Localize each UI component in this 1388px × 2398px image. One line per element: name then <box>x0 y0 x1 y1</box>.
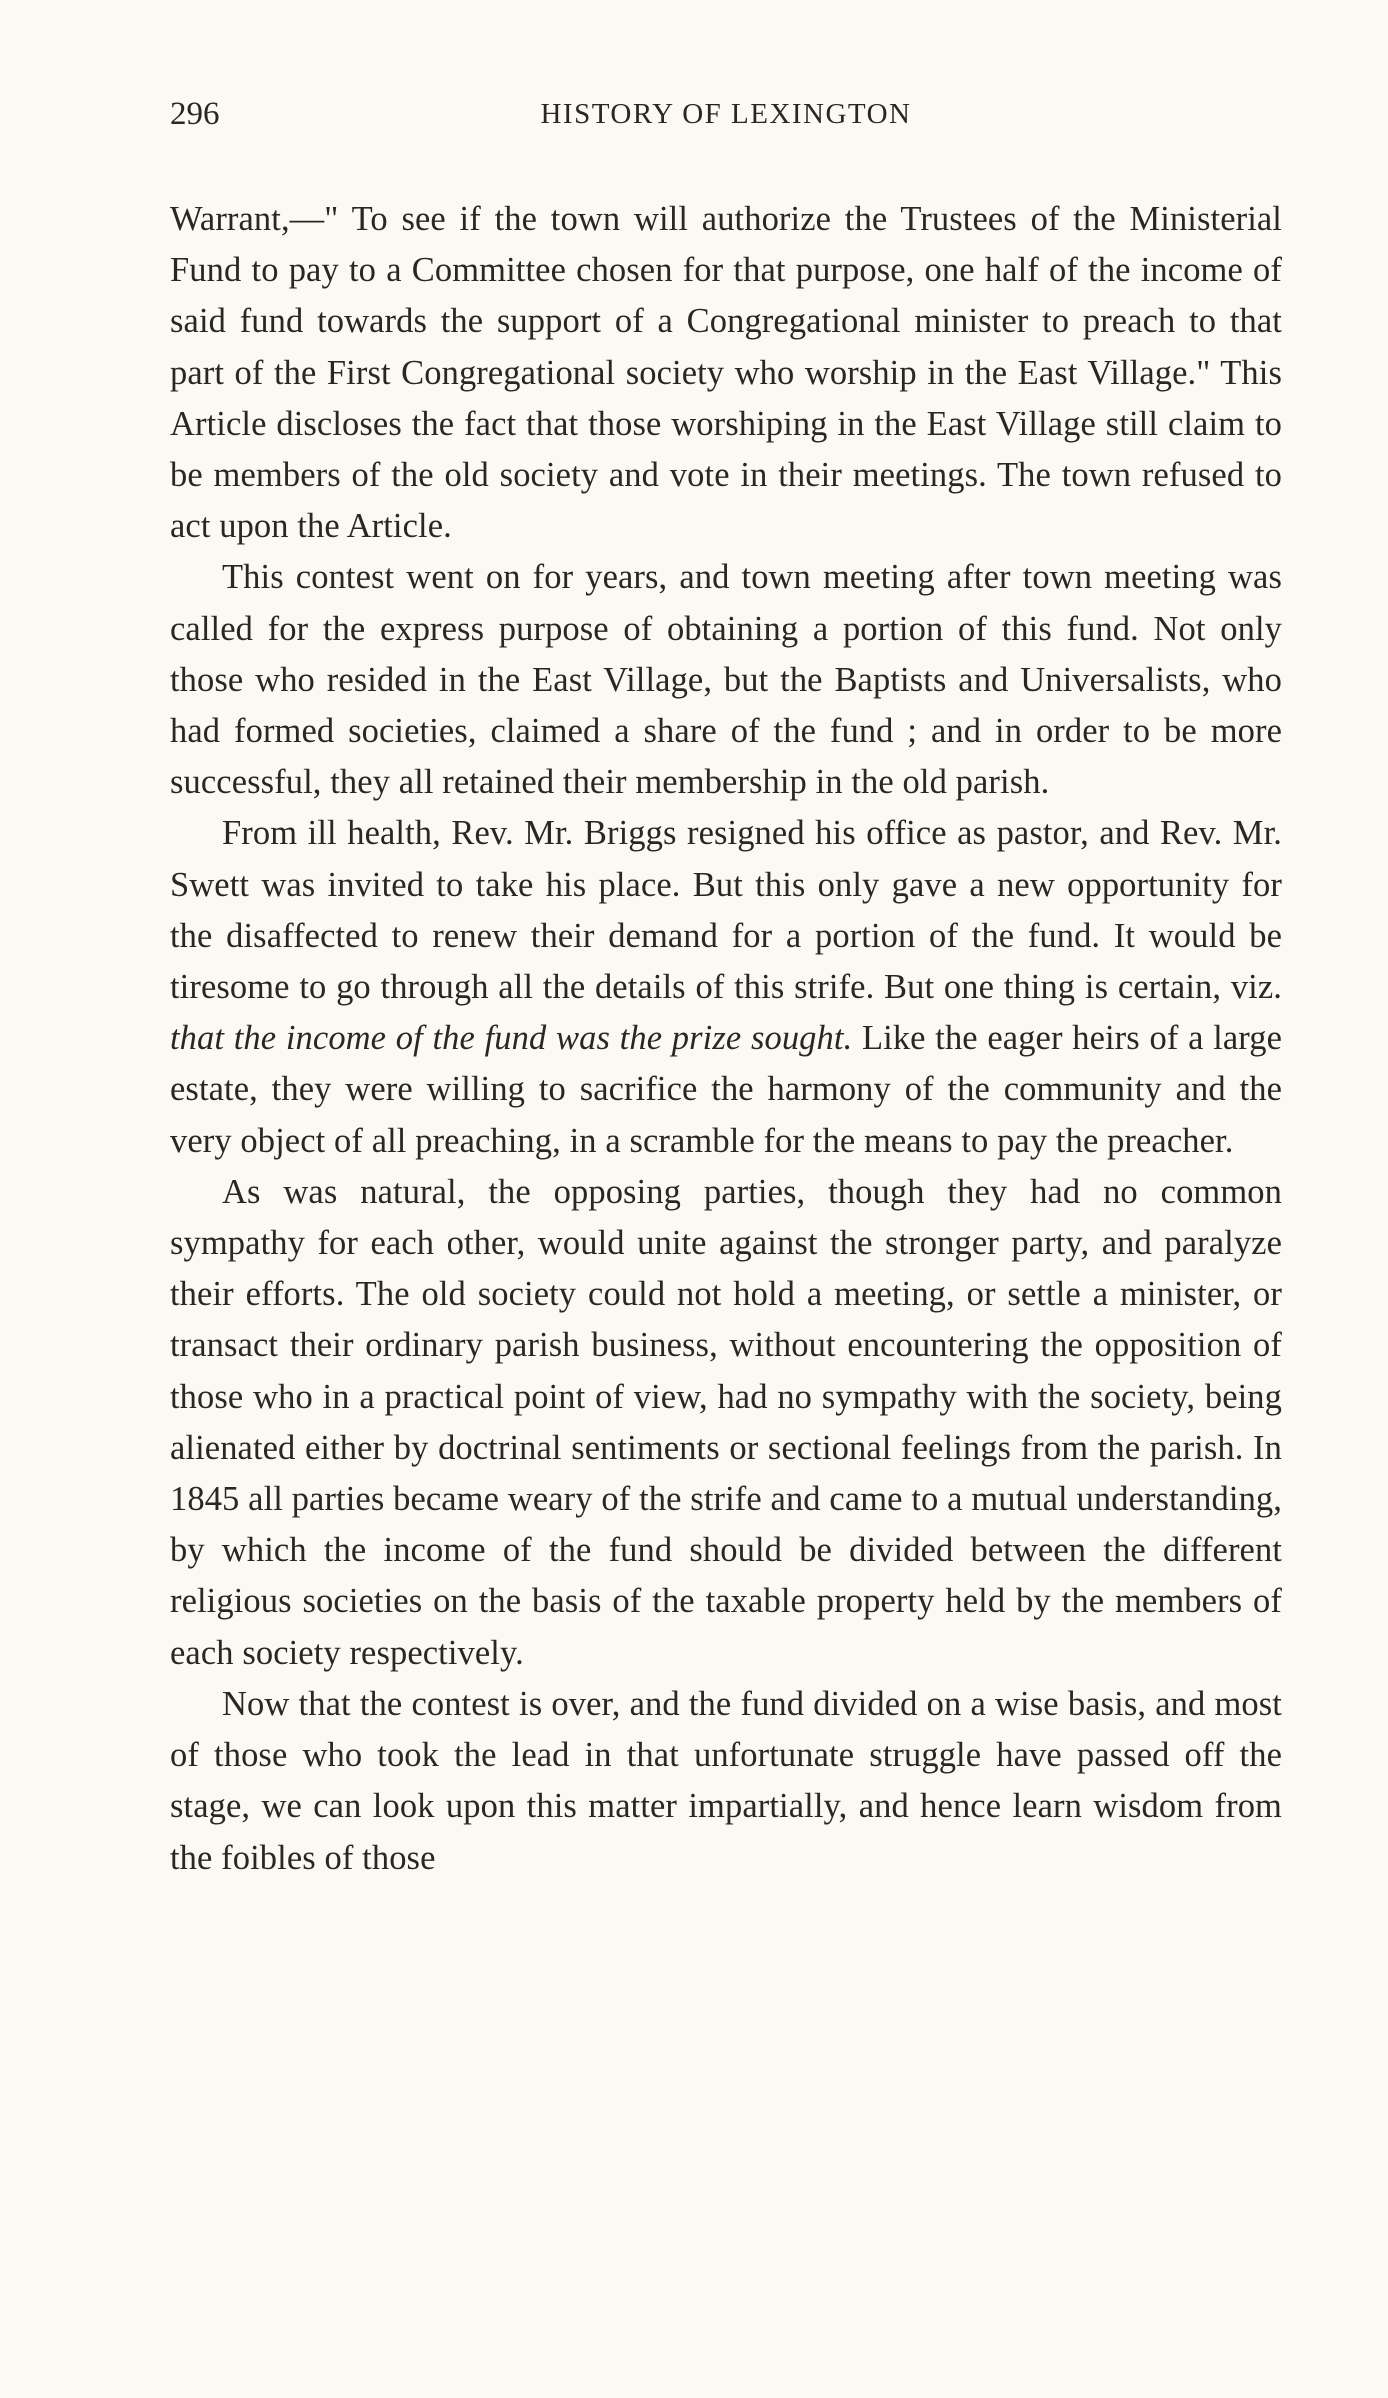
paragraph-5 <box>170 1679 1282 1884</box>
paragraph-text: Now that the contest is over, and the fund divided on a wise basis, and most of those who took the lead in that unfortunate struggle have passed off the stage, we can look upon this matter impartially, and hence learn wisdom from the foibles of those <box>170 1684 1282 1877</box>
body-text <box>170 194 1282 1884</box>
italic-emphasis: that the income of the fund was the prize sought. <box>170 1019 853 1058</box>
paragraph-4 <box>170 1167 1282 1679</box>
running-head <box>170 90 1282 150</box>
paragraph-3 <box>170 808 1282 1166</box>
paragraph-1 <box>170 194 1282 552</box>
running-title: HISTORY OF LEXINGTON <box>540 98 912 130</box>
paragraph-text: This contest went on for years, and town meeting after town meeting was called for the express purpose of obtaining a portion of this fund. Not only those who resided in the East Village, but the Baptists and Universalists, who had formed societies, claimed a share of the fund ; and in order to be more successful, they all retained their membership in the old parish. <box>170 558 1282 802</box>
paragraph-text: From ill health, Rev. Mr. Briggs resigned his office as pastor, and Rev. Mr. Swett was invited to take his place. But this only gave a new opportunity for the disaffected to renew their demand for a portion of the fund. It would be tiresome to go through all the details of this strife. But one thing is certain, viz. <box>170 814 1282 1007</box>
paragraph-text: Warrant,—" To see if the town will authorize the Trustees of the Ministerial Fund to pay to a Committee chosen for that purpose, one half of the income of said fund towards the support of a Congregational minister to preach to that part of the First Congregational society who worship in the East Village." This Article discloses the fact that those worshiping in the East Village still claim to be members of the old society and vote in their meetings. The town refused to act upon the Article. <box>170 200 1282 546</box>
page-number: 296 <box>170 96 220 132</box>
paragraph-2 <box>170 552 1282 808</box>
book-page <box>170 90 1282 1884</box>
paragraph-text: As was natural, the opposing parties, though they had no common sympathy for each other, would unite against the stronger party, and paralyze their efforts. The old society could not hold a meeting, or settle a minister, or transact their ordinary parish business, without encountering the opposition of those who in a practical point of view, had no sympathy with the society, being alienated either by doctrinal sentiments or sectional feelings from the parish. In 1845 all parties became weary of the strife and came to a mutual understanding, by which the income of the fund should be divided between the different religious societies on the basis of the taxable property held by the members of each society respectively. <box>170 1172 1282 1672</box>
paragraph-text: Like the eager heirs of a large estate, they were willing to sacrifice the harmony of the community and the very object of all preaching, in a scramble for the means to pay the preacher. <box>170 1019 1282 1160</box>
